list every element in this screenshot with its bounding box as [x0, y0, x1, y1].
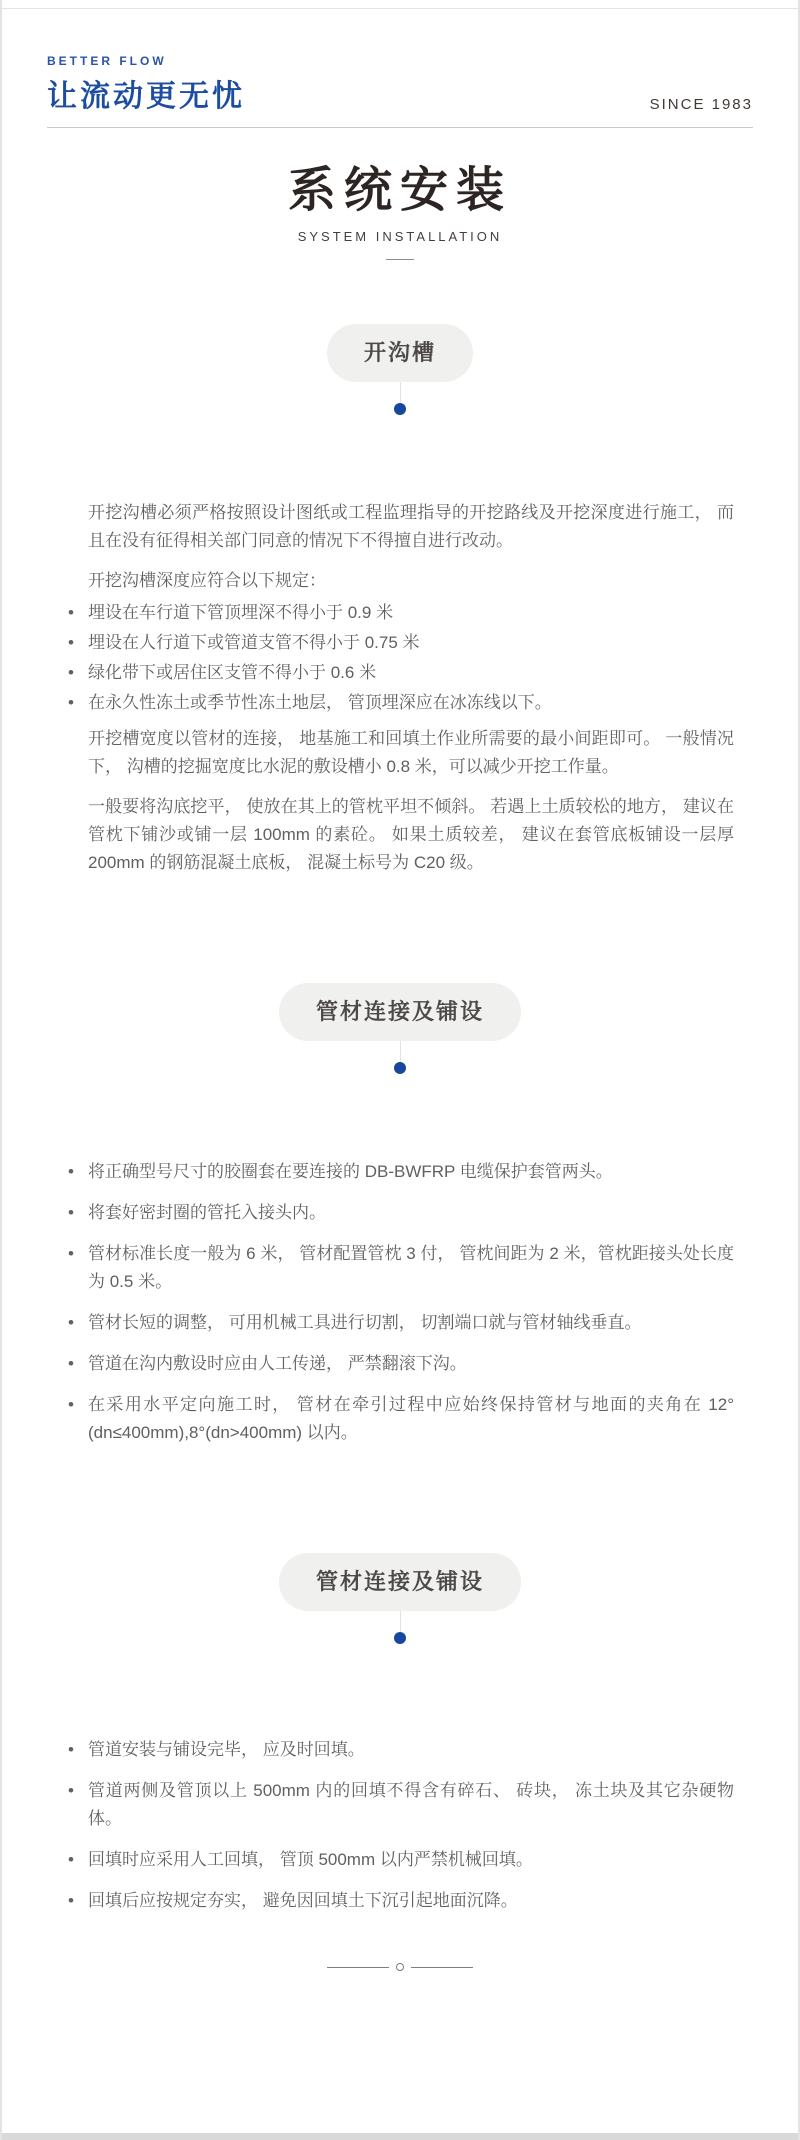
section-content — [88, 499, 734, 877]
title-block — [2, 162, 798, 260]
page-bottom-border — [0, 2133, 800, 2140]
end-divider-line — [327, 1967, 389, 1968]
section-head — [2, 1553, 798, 1644]
list-item: • 管材标准长度一般为 6 米， 管材配置管枕 3 付， 管枕间距为 2 米，管枕距接头处长度为 0.5 米。 — [88, 1240, 734, 1296]
paragraph: 一般要将沟底挖平， 使放在其上的管枕平坦不倾斜。 若遇上土质较松的地方， 建议在管枕下铺沙或铺一层 100mm 的素砼。 如果土质较差， 建议在套管底板铺设一层厚 200mm 的钢筋混凝土底板， 混凝土标号为 C20 级。 — [88, 797, 734, 872]
end-divider — [2, 1963, 798, 1971]
page-top-border — [2, 8, 798, 9]
brand-tagline: BETTER FLOW — [47, 54, 167, 68]
list-item: • 管道安装与铺设完毕， 应及时回填。 — [88, 1736, 734, 1764]
bullet-list — [88, 1158, 734, 1447]
connector-line — [400, 1041, 401, 1062]
section-head — [2, 983, 798, 1074]
title-divider — [386, 259, 414, 260]
section-trenching — [2, 324, 798, 877]
list-item: • 在采用水平定向施工时， 管材在牵引过程中应始终保持管材与地面的夹角在 12°(dn≤400mm),8°(dn>400mm) 以内。 — [88, 1391, 734, 1447]
list-item: • 管材长短的调整， 可用机械工具进行切割， 切割端口就与管材轴线垂直。 — [88, 1309, 734, 1337]
list-item: • 埋设在人行道下或管道支管不得小于 0.75 米 — [88, 629, 734, 657]
list-item: • 将正确型号尺寸的胶圈套在要连接的 DB-BWFRP 电缆保护套管两头。 — [88, 1158, 734, 1186]
connector-line — [400, 382, 401, 403]
list-item: • 在永久性冻土或季节性冻土地层， 管顶埋深应在冰冻线以下。 — [88, 689, 734, 717]
end-divider-line — [411, 1967, 473, 1968]
page-subtitle: SYSTEM INSTALLATION — [297, 229, 503, 244]
section-pipe-connection — [2, 983, 798, 1447]
list-item: • 将套好密封圈的管托入接头内。 — [88, 1199, 734, 1227]
section-content — [88, 1158, 734, 1447]
paragraph: 开挖槽宽度以管材的连接， 地基施工和回填土作业所需要的最小间距即可。 一般情况下， 沟槽的挖掘宽度比水泥的敷设槽小 0.8 米，可以减少开挖工作量。 — [88, 729, 734, 776]
connector-line — [400, 1611, 401, 1632]
list-lead: 开挖沟槽深度应符合以下规定： — [88, 571, 326, 590]
header — [2, 54, 798, 128]
section-badge: 管材连接及铺设 — [279, 1553, 521, 1611]
section-badge: 管材连接及铺设 — [279, 983, 521, 1041]
bullet-list — [88, 1736, 734, 1915]
list-item: • 埋设在车行道下管顶埋深不得小于 0.9 米 — [88, 599, 734, 627]
section-content — [88, 1736, 734, 1915]
paragraph: 开挖沟槽必须严格按照设计图纸或工程监理指导的开挖路线及开挖深度进行施工， 而且在没有征得相关部门同意的情况下不得擅自进行改动。 — [88, 503, 734, 550]
end-divider-circle-icon — [396, 1963, 404, 1971]
brand-row — [47, 54, 753, 115]
section-backfill — [2, 1553, 798, 1915]
page-title: 系统安装 — [287, 164, 512, 217]
header-divider — [47, 127, 753, 128]
connector-dot — [394, 1632, 406, 1644]
list-item: • 绿化带下或居住区支管不得小于 0.6 米 — [88, 659, 734, 687]
bullet-list — [88, 599, 734, 717]
section-head — [2, 324, 798, 415]
section-badge: 开沟槽 — [327, 324, 473, 382]
brand-logotype: 让流动更无忧 — [47, 80, 245, 113]
list-item: • 回填时应采用人工回填， 管顶 500mm 以内严禁机械回填。 — [88, 1846, 734, 1874]
connector-dot — [394, 1062, 406, 1074]
since-label: SINCE 1983 — [649, 96, 753, 113]
list-item: • 回填后应按规定夯实， 避免因回填土下沉引起地面沉降。 — [88, 1887, 734, 1915]
connector-dot — [394, 403, 406, 415]
brand-logo — [47, 54, 245, 115]
list-item: • 管道在沟内敷设时应由人工传递， 严禁翻滚下沟。 — [88, 1350, 734, 1378]
list-item: • 管道两侧及管顶以上 500mm 内的回填不得含有碎石、 砖块， 冻土块及其它杂硬物体。 — [88, 1777, 734, 1833]
